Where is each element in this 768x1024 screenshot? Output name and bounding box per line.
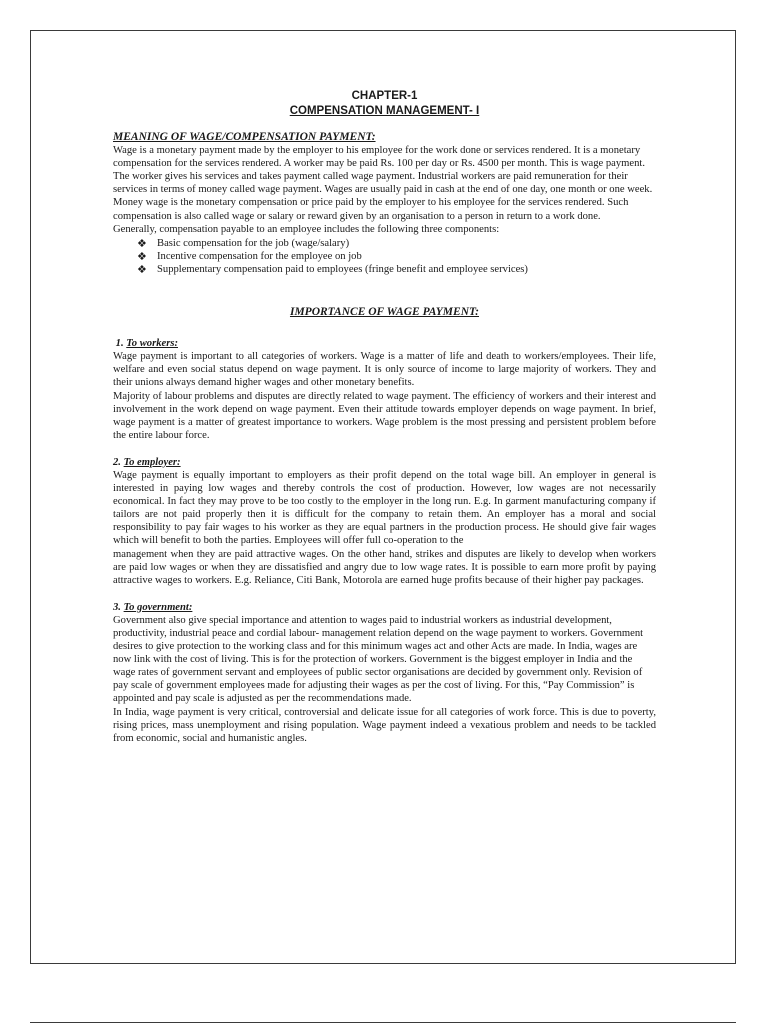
diamond-bullet-icon: ❖	[137, 236, 147, 250]
footer-divider	[30, 1022, 736, 1023]
government-subheading: 3. To government:	[113, 601, 193, 613]
chapter-heading: CHAPTER-1	[351, 90, 418, 102]
list-item: ❖ Incentive compensation for the employee on job	[137, 249, 362, 263]
diamond-bullet-icon: ❖	[137, 262, 147, 276]
components-intro: Generally, compensation payable to an employee includes the following three components:	[113, 223, 500, 235]
workers-paragraph-1: Wage payment is important to all categories of workers. Wage is a matter of life and death to workers/employees. Their life, welfare and even social status depend on wage payment. It is only source of income to large majority of workers. They and their unions always demand higher wages and other monetary benefits.	[113, 351, 656, 389]
employer-paragraph-2: management when they are paid attractive wages. On the other hand, strikes and disputes are likely to develop when workers are paid low wages or when they are dissatisfied and angry due to low wage rates. It is possible to earn more profit by paying attractive wages to workers. E.g. Reliance, Citi Bank, Motorola are earned huge profits because of their higher pay packages.	[113, 548, 656, 586]
government-paragraph-1: Government also give special importance and attention to wages paid to industrial workers as industrial development, productivity, industrial peace and cordial labour- management relation depend on the wage payment to workers. Government desires to give protection to the working class and for this minimum wages act and other Acts are made. In India, wages are now link with the cost of living. This is for the protection of workers. Government is the biggest employer in India and the wage rates of government servant and employees of public sector organisations are decided by government only. Revision of pay scale of government employees made for adjusting their wages as per the cost of living. For this, “Pay Commission” is appointed and pay scale is adjusted as per the recommendations made.	[113, 614, 644, 705]
meaning-paragraph: Wage is a monetary payment made by the employer to his employee for the work done or services rendered. It is a monetary compensation for the services rendered. A worker may be paid Rs. 100 per day or Rs. 4500 per month. This is wage payment. The worker gives his services and takes payment called wage payment. Industrial workers are paid remuneration for their services in terms of money called wage payment. Wages are usually paid in cash at the end of one day, one month or one week. Money wage is the monetary compensation or price paid by the employer to his employee for the services rendered. Such compensation is also called wage or salary or reward given by an organisation to a person in return to a work done.	[113, 145, 653, 222]
importance-heading: IMPORTANCE OF WAGE PAYMENT:	[289, 306, 480, 319]
diamond-bullet-icon: ❖	[137, 249, 147, 263]
list-item: ❖ Basic compensation for the job (wage/salary)	[137, 236, 350, 250]
meaning-heading: MEANING OF WAGE/COMPENSATION PAYMENT:	[113, 131, 376, 143]
workers-subheading: 1. To workers:	[115, 338, 178, 350]
page-title: COMPENSATION MANAGEMENT- I	[289, 105, 480, 117]
government-paragraph-2: In India, wage payment is very critical, controversial and delicate issue for all categories of work force. This is due to poverty, rising prices, mass unemployment and rising population. Wage payment indeed a vexatious problem and needs to be tackled from economic, social and humanistic angles.	[113, 706, 656, 744]
employer-subheading: 2. To employer:	[113, 456, 181, 468]
list-item: ❖ Supplementary compensation paid to employees (fringe benefit and employee services)	[137, 262, 528, 276]
employer-paragraph-1: Wage payment is equally important to employers as their profit depend on the total wage bill. An employer in general is interested in paying low wages and thereby controls the cost of production. However, low wages are not necessarily economical. In fact they may prove to be too costly to the employer in the long run. E.g. In garment manufacturing company if tailors are not paid properly then it is difficult for the company to retain them. An employer has a moral and social responsibility to pay fair wages to his worker as they are equal partners in the production process. He should give fair wages which will benefit to both the parties. Employees will offer full co-operation to the	[113, 469, 656, 547]
components-list	[113, 237, 656, 276]
workers-paragraph-2: Majority of labour problems and disputes are directly related to wage payment. The efficiency of workers and their interest and involvement in the work depend on wage payment. Even their attitude towards employer depends on wage payment. In brief, wage payment is a matter of greatest importance to workers. Wage problem is the most pressing and persistent problem before the entire labour force.	[113, 390, 656, 441]
document-body	[113, 89, 656, 745]
